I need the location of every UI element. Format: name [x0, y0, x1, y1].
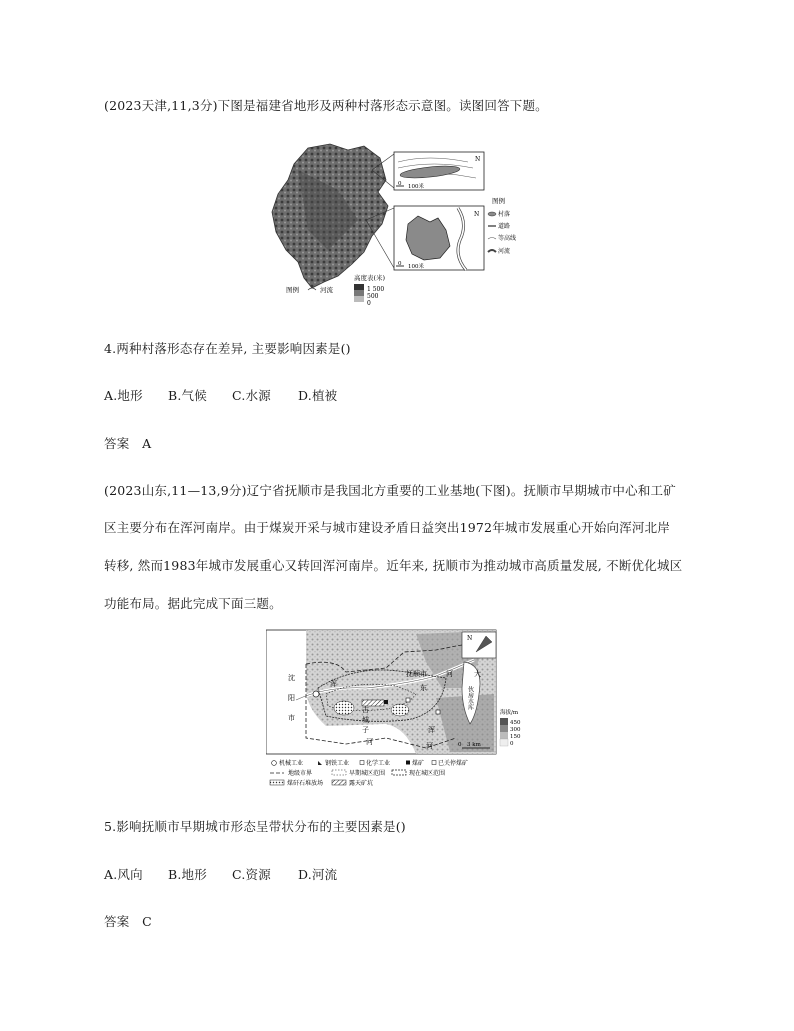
elevation-title: 海拔/m [500, 710, 519, 716]
legend-current-urban: 现在城区范围 [409, 770, 446, 777]
height-table-title: 高度表(米) [354, 274, 386, 282]
q5-intro-line4: 功能布局。据此完成下面三题。 [104, 596, 282, 611]
q5-option-a: A.风向 [104, 867, 143, 882]
q5-intro-line2: 区主要分布在浑河南岸。由于煤炭开采与城市建设矛盾日益突出1972年城市发展重心开始向浑河北岸 [104, 520, 671, 535]
q4-stem: 4.两种村落形态存在差异, 主要影响因素是() [104, 341, 351, 356]
height-value-500: 500 [367, 293, 379, 300]
label-he-north: 河 [446, 670, 453, 678]
q5-option-b: B.地形 [168, 867, 207, 882]
lower-scale-label: 100米 [408, 264, 424, 270]
q5-intro-line1: (2023山东,11—13,9分)辽宁省抚顺市是我国北方重要的工业基地(下图)。抚顺市早期城市中心和工矿 [104, 483, 676, 498]
legend-coal-mine: 煤矿 [412, 760, 425, 767]
q5-option-c: C.资源 [232, 867, 271, 882]
q4-option-a: A.地形 [104, 388, 143, 403]
legend-open-pit: 露天矿坑 [349, 780, 374, 787]
label-yang: 阳 [288, 694, 295, 702]
height-value-0: 0 [367, 300, 371, 307]
river-legend-label: 河流 [320, 286, 333, 294]
legend-city-boundary: 地级市界 [288, 770, 313, 777]
q4-options [104, 386, 337, 404]
legend-road: 道路 [498, 223, 511, 230]
fushun-scale-label: 0 3 km [458, 742, 481, 748]
label-hun-west: 浑 [330, 680, 337, 688]
q4-intro: (2023天津,11,3分)下图是福建省地形及两种村落形态示意图。读图回答下题。 [104, 98, 548, 113]
label-shi: 市 [288, 714, 295, 722]
q4-answer: 答案 A [104, 436, 152, 451]
q5-answer: 答案 C [104, 914, 152, 929]
label-huofang-reservoir: 伙房水库 [466, 686, 474, 710]
legend-chemical: 化学工业 [366, 760, 391, 767]
legend-contour: 等高线 [498, 235, 517, 242]
legend-steel: 钢铁工业 [325, 760, 350, 767]
upper-scale-label: 100米 [408, 184, 424, 190]
q5-options [104, 865, 337, 883]
lower-north-label: N [474, 211, 480, 218]
fushun-north-label: N [467, 635, 473, 642]
label-cheng: 城 [362, 716, 369, 724]
label-dong: 东 [420, 684, 427, 692]
legend-closed-mine: 已关停煤矿 [438, 760, 469, 767]
elevation-150: 150 [510, 734, 521, 740]
fujian-terrain-figure [268, 140, 518, 310]
fushun-map-figure [266, 628, 528, 794]
q5-intro-line3: 转移, 然而1983年城市发展重心又转回浑河南岸。近年来, 抚顺市为推动城市高质量发展, 不断优化城区 [104, 558, 683, 573]
q4-option-b: B.气候 [168, 388, 207, 403]
q4-option-c: C.水源 [232, 388, 271, 403]
legend-early-urban: 早期城区范围 [349, 770, 386, 777]
label-he-south: 河 [426, 742, 433, 750]
elevation-0: 0 [510, 741, 514, 747]
q4-option-d: D.植被 [298, 388, 338, 403]
label-zi: 子 [362, 726, 369, 734]
label-da: 大 [474, 670, 481, 678]
label-hun-south: 浑 [428, 726, 435, 734]
elevation-450: 450 [510, 720, 521, 726]
q5-option-d: D.河流 [298, 867, 338, 882]
legend-gangue: 煤矸石堆放场 [287, 780, 324, 787]
river-legend-title: 图例 [286, 286, 299, 294]
height-value-1500: 1 500 [367, 286, 385, 293]
label-shen: 沈 [288, 674, 295, 682]
svg-text:0: 0 [398, 181, 402, 187]
svg-text:0: 0 [398, 261, 402, 267]
legend-title: 图例 [492, 197, 505, 205]
label-he-gucheng: 河 [366, 738, 373, 746]
upper-north-label: N [475, 156, 481, 163]
legend-river: 河流 [498, 248, 511, 255]
legend-machinery: 机械工业 [279, 760, 304, 767]
elevation-300: 300 [510, 727, 521, 733]
legend-village: 村落 [498, 211, 511, 218]
label-fushun: 抚顺市 [406, 670, 427, 678]
q5-stem: 5.影响抚顺市早期城市形态呈带状分布的主要因素是() [104, 819, 406, 834]
label-gu: 古 [362, 706, 369, 714]
